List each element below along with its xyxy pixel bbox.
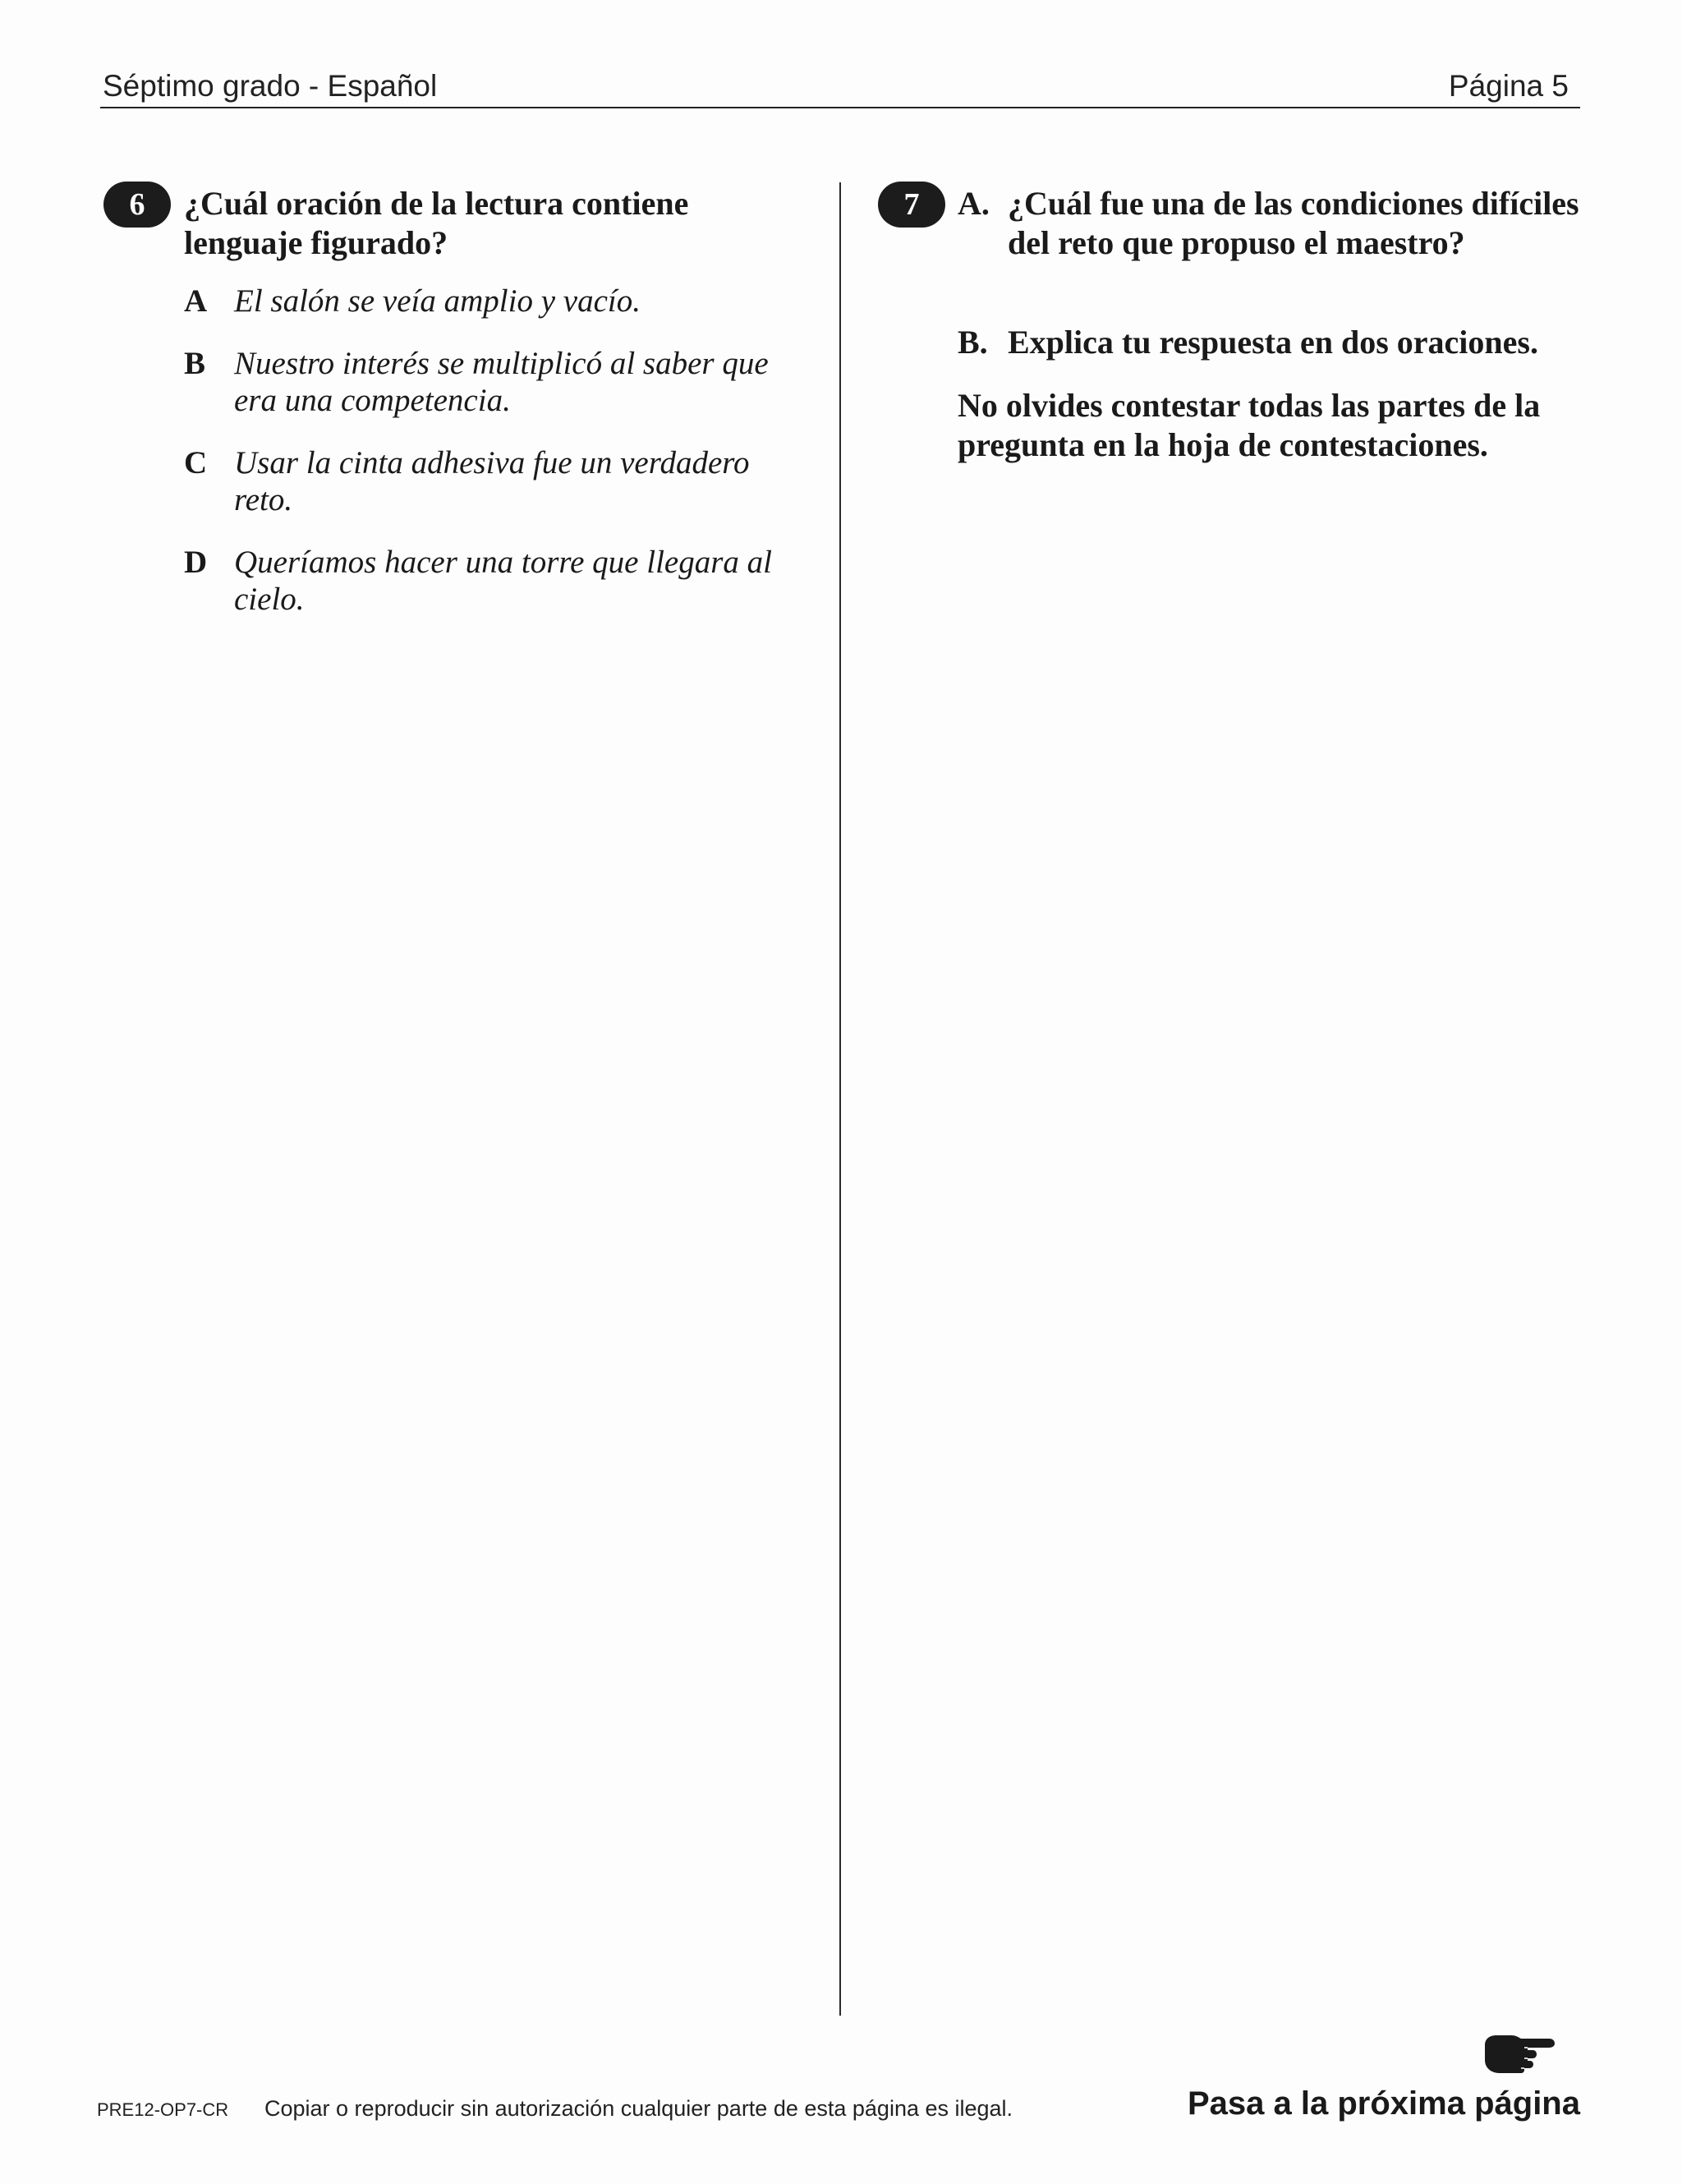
part-text: ¿Cuál fue una de las condiciones difíciles del reto que propuso el maestro?: [1008, 185, 1579, 261]
option-text: El salón se veía amplio y vacío.: [234, 283, 641, 319]
page-header: [100, 61, 1580, 108]
option-text: Nuestro interés se multiplicó al saber que era una competencia.: [234, 346, 769, 418]
answer-option-a[interactable]: [184, 283, 775, 320]
answer-instruction: No olvides contestar todas las partes de la pregunta en la hoja de contestaciones.: [958, 387, 1541, 463]
answer-option-d[interactable]: [184, 544, 775, 618]
question-part-a: [958, 184, 1582, 263]
page-number: Página 5: [1448, 69, 1569, 103]
question-part-b: [958, 323, 1582, 362]
column-divider: [839, 182, 841, 2016]
option-text: Usar la cinta adhesiva fue un verdadero reto.: [234, 445, 750, 517]
question-number-badge: 6: [103, 182, 171, 228]
form-code: PRE12-OP7-CR: [97, 2099, 229, 2120]
answer-option-c[interactable]: [184, 444, 775, 518]
part-label: A.: [958, 185, 990, 222]
question-stem: ¿Cuál oración de la lectura contiene lenguaje figurado?: [184, 185, 689, 261]
part-text: Explica tu respuesta en dos oraciones.: [1008, 324, 1538, 361]
option-text: Queríamos hacer una torre que llegara al cielo.: [234, 545, 772, 617]
answer-option-b[interactable]: [184, 345, 775, 419]
copyright-notice: Copiar o reproducir sin autorización cualquier parte de esta página es ilegal.: [264, 2096, 1013, 2121]
next-page-link[interactable]: Pasa a la próxima página: [1188, 2085, 1580, 2122]
option-letter: D: [184, 545, 208, 580]
option-letter: B: [184, 346, 206, 381]
option-letter: C: [184, 445, 208, 480]
grade-subject-title: Séptimo grado - Español: [103, 69, 438, 103]
question-number-badge: 7: [878, 182, 945, 228]
option-letter: A: [184, 283, 208, 319]
pointing-hand-icon: [1478, 2027, 1557, 2076]
part-label: B.: [958, 324, 988, 361]
